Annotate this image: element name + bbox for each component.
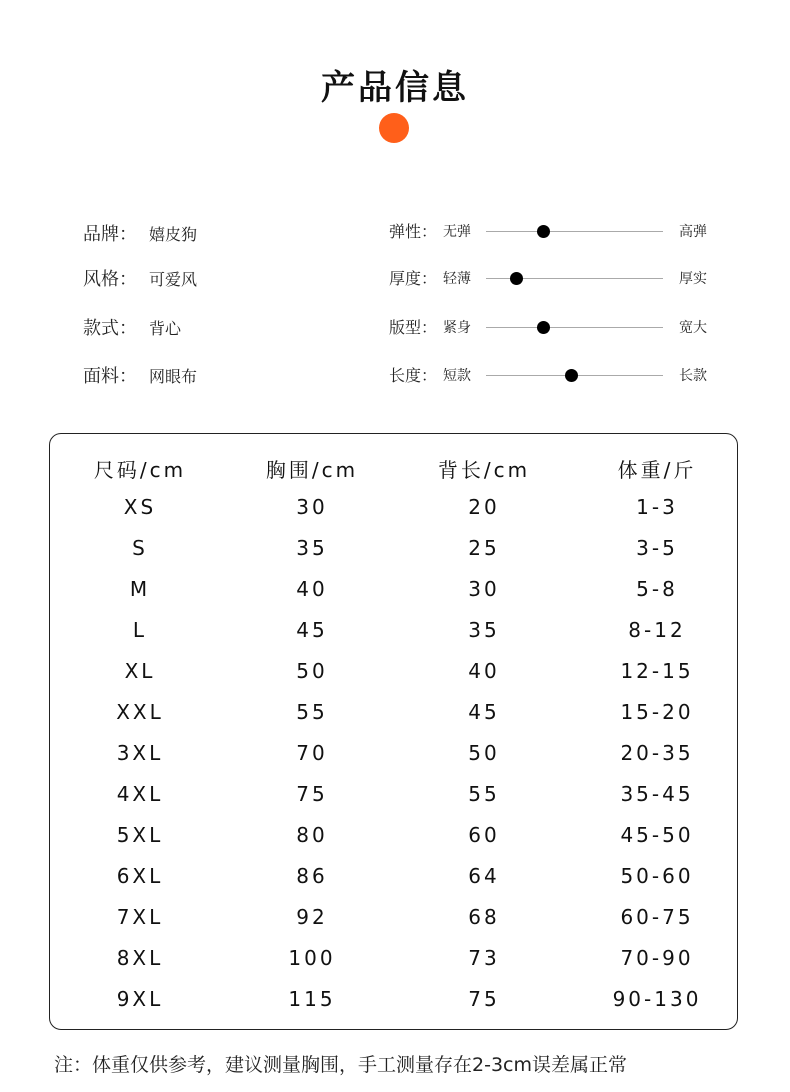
page-title: 产品信息: [321, 68, 469, 108]
table-cell: 1-3: [636, 495, 678, 519]
column-header: 胸围/cm: [265, 458, 359, 482]
table-cell: 50: [468, 741, 500, 765]
accent-dot-icon: [379, 113, 409, 143]
table-cell: 64: [468, 864, 500, 888]
scale-low-label: 紧身: [443, 320, 471, 336]
table-cell: 45: [468, 700, 500, 724]
table-cell: 50-60: [620, 864, 694, 888]
attribute-style: [83, 265, 197, 291]
scale-knob-icon: [510, 272, 523, 285]
table-cell: 60-75: [620, 905, 694, 929]
table-cell: 35: [296, 536, 328, 560]
scale-label: 版型：: [389, 318, 438, 337]
table-cell: 35-45: [620, 782, 694, 806]
table-cell: XXL: [116, 700, 164, 724]
table-row: [50, 741, 739, 771]
scale-high-label: 宽大: [679, 320, 707, 336]
scale-knob-icon: [565, 369, 578, 382]
footnote: 注：体重仅供参考，建议测量胸围，手工测量存在2-3cm误差属正常: [54, 1054, 627, 1076]
scale-label: 弹性：: [389, 222, 438, 241]
table-row: [50, 577, 739, 607]
table-cell: 15-20: [620, 700, 694, 724]
table-cell: 30: [468, 577, 500, 601]
table-cell: 100: [288, 946, 336, 970]
scale-knob-icon: [537, 225, 550, 238]
table-cell: 5-8: [636, 577, 678, 601]
scale-knob-icon: [537, 321, 550, 334]
table-cell: 45: [296, 618, 328, 642]
table-cell: 70-90: [620, 946, 694, 970]
table-cell: L: [132, 618, 148, 642]
table-cell: 9XL: [116, 987, 164, 1011]
scale-fit: [389, 315, 714, 339]
scale-elasticity: [389, 219, 714, 243]
table-row: [50, 659, 739, 689]
table-cell: 4XL: [116, 782, 164, 806]
table-cell: XL: [124, 659, 156, 683]
attribute-value: 嬉皮狗: [149, 225, 198, 244]
table-cell: 55: [468, 782, 500, 806]
table-cell: 75: [296, 782, 328, 806]
attribute-label: 面料：: [83, 366, 137, 387]
scale-high-label: 高弹: [679, 224, 707, 240]
scale-track: [486, 231, 663, 232]
table-cell: 3XL: [116, 741, 164, 765]
table-row: [50, 536, 739, 566]
attribute-label: 品牌：: [83, 224, 137, 245]
table-cell: 80: [296, 823, 328, 847]
table-row: [50, 946, 739, 976]
table-cell: 68: [468, 905, 500, 929]
attribute-label: 风格：: [83, 269, 137, 290]
column-header: 体重/斤: [617, 458, 697, 482]
size-table: [49, 433, 738, 1030]
table-cell: 55: [296, 700, 328, 724]
table-cell: 12-15: [620, 659, 694, 683]
table-cell: 92: [296, 905, 328, 929]
scale-track: [486, 327, 663, 328]
table-cell: 8-12: [628, 618, 686, 642]
column-header: 尺码/cm: [93, 458, 187, 482]
table-cell: 40: [296, 577, 328, 601]
table-row: [50, 495, 739, 525]
table-cell: 8XL: [116, 946, 164, 970]
attribute-type: [83, 314, 181, 340]
scale-thickness: [389, 266, 714, 290]
scale-low-label: 短款: [443, 368, 471, 384]
table-cell: 35: [468, 618, 500, 642]
attribute-value: 网眼布: [149, 367, 198, 386]
table-row: [50, 864, 739, 894]
table-cell: 115: [288, 987, 336, 1011]
table-cell: 7XL: [116, 905, 164, 929]
column-header: 背长/cm: [437, 458, 531, 482]
table-cell: 73: [468, 946, 500, 970]
attribute-label: 款式：: [83, 318, 137, 339]
table-cell: M: [129, 577, 151, 601]
scale-low-label: 无弹: [443, 224, 471, 240]
table-cell: 30: [296, 495, 328, 519]
table-cell: 90-130: [612, 987, 702, 1011]
table-cell: 60: [468, 823, 500, 847]
table-cell: 40: [468, 659, 500, 683]
scale-label: 长度：: [389, 366, 438, 385]
table-row: [50, 823, 739, 853]
scale-high-label: 厚实: [679, 271, 707, 287]
table-cell: 75: [468, 987, 500, 1011]
table-row: [50, 905, 739, 935]
table-row: [50, 618, 739, 648]
attribute-brand: [83, 220, 197, 246]
table-cell: 25: [468, 536, 500, 560]
table-row: [50, 782, 739, 812]
attribute-fabric: [83, 362, 197, 388]
scale-label: 厚度：: [389, 269, 438, 288]
table-cell: 70: [296, 741, 328, 765]
table-row: [50, 987, 739, 1017]
table-cell: 3-5: [636, 536, 678, 560]
attribute-value: 可爱风: [149, 270, 198, 289]
table-cell: 5XL: [116, 823, 164, 847]
table-cell: 86: [296, 864, 328, 888]
scale-low-label: 轻薄: [443, 271, 471, 287]
table-cell: 20-35: [620, 741, 694, 765]
table-cell: S: [132, 536, 148, 560]
table-cell: 45-50: [620, 823, 694, 847]
table-header-row: [50, 454, 739, 484]
table-cell: 20: [468, 495, 500, 519]
table-cell: 6XL: [116, 864, 164, 888]
attribute-value: 背心: [149, 319, 182, 338]
table-cell: 50: [296, 659, 328, 683]
scale-high-label: 长款: [679, 368, 707, 384]
table-row: [50, 700, 739, 730]
table-cell: XS: [123, 495, 157, 519]
scale-length: [389, 363, 714, 387]
